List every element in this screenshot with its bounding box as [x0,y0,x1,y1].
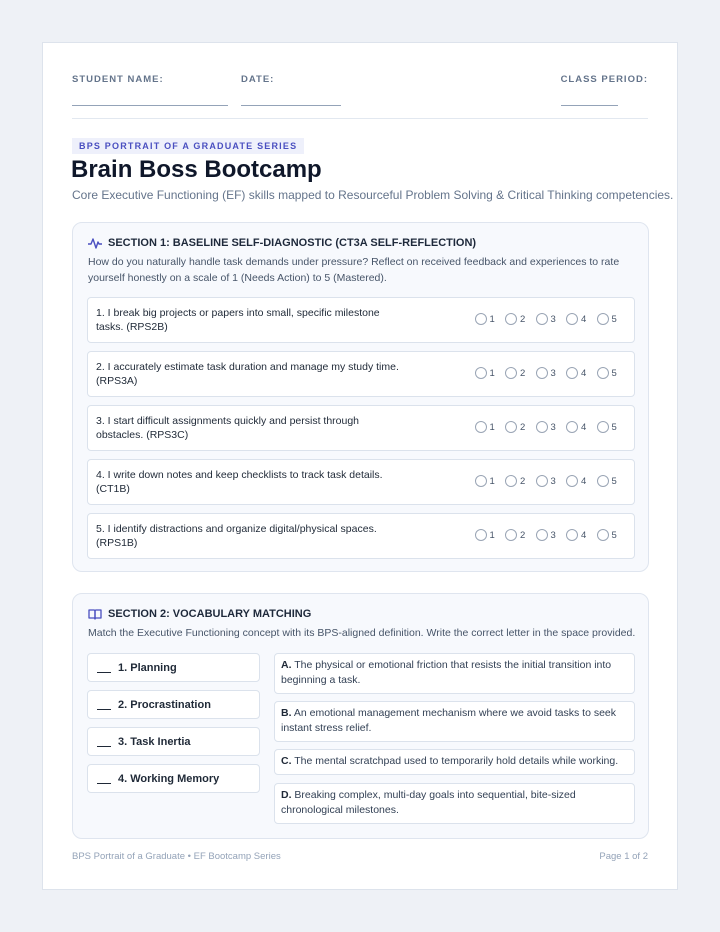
rating-option[interactable]: 5 [597,367,628,379]
radio-button[interactable] [536,529,548,541]
question-row [87,405,635,451]
student-name-field [72,74,164,85]
radio-button[interactable] [566,529,578,541]
question-row [87,297,635,343]
rating-option[interactable]: 4 [566,421,597,433]
definition-text: An emotional management mechanism where we avoid tasks to seek instant stress relief. [281,707,617,734]
page-number: Page 1 of 2 [599,851,648,862]
radio-button[interactable] [597,421,609,433]
rating-option[interactable]: 1 [475,421,506,433]
rating-option[interactable]: 5 [597,475,628,487]
class-period-field [561,74,648,85]
definition-item [274,749,635,775]
definition-text: The physical or emotional friction that resists the initial transition into beginning a task. [281,659,612,686]
question-text: 4. I write down notes and keep checklists to track task details. (CT1B) [96,469,383,495]
activity-pulse-icon [88,237,102,249]
answer-blank[interactable] [97,709,111,710]
rating-option[interactable]: 2 [505,313,536,325]
radio-button[interactable] [566,367,578,379]
worksheet-page [42,42,678,890]
radio-button[interactable] [475,313,487,325]
section-self-diagnostic [72,222,649,572]
rating-option[interactable]: 2 [505,421,536,433]
term-label: 3. Task Inertia [118,735,191,748]
open-book-icon [88,608,102,620]
definition-item [274,783,635,824]
section2-description: Match the Executive Functioning concept with its BPS-aligned definition. Write the correct letter in the space provided. [88,627,636,639]
question-text: 2. I accurately estimate task duration and manage my study time. (RPS3A) [96,361,399,387]
term-label: 2. Procrastination [118,698,211,711]
radio-button[interactable] [566,475,578,487]
rating-option[interactable]: 4 [566,367,597,379]
definition-letter: A. [281,659,292,671]
rating-option[interactable]: 1 [475,313,506,325]
page-footer [72,851,648,862]
class-period-blank[interactable] [561,105,618,106]
definition-letter: C. [281,755,292,767]
radio-button[interactable] [475,367,487,379]
rating-scale [475,313,628,325]
radio-button[interactable] [536,313,548,325]
radio-button[interactable] [536,475,548,487]
term-item [87,690,260,719]
radio-button[interactable] [566,421,578,433]
radio-button[interactable] [597,475,609,487]
rating-option[interactable]: 5 [597,529,628,541]
definition-item [274,653,635,694]
radio-button[interactable] [505,367,517,379]
radio-button[interactable] [597,367,609,379]
rating-option[interactable]: 4 [566,529,597,541]
rating-option[interactable]: 2 [505,367,536,379]
question-row [87,351,635,397]
rating-option[interactable]: 4 [566,313,597,325]
question-text: 5. I identify distractions and organize digital/physical spaces. (RPS1B) [96,523,377,549]
radio-button[interactable] [566,313,578,325]
section1-heading [88,237,476,249]
term-label: 4. Working Memory [118,772,220,785]
section1-title: SECTION 1: BASELINE SELF-DIAGNOSTIC (CT3A SELF-REFLECTION) [108,237,477,249]
rating-scale [475,367,628,379]
page-subtitle: Core Executive Functioning (EF) skills mapped to Resourceful Problem Solving & Critical Thinking competencies. [72,188,674,202]
rating-option[interactable]: 1 [475,475,506,487]
answer-blank[interactable] [97,783,111,784]
definition-letter: B. [281,707,292,719]
rating-option[interactable]: 4 [566,475,597,487]
rating-option[interactable]: 5 [597,421,628,433]
student-info-header [72,74,648,119]
rating-option[interactable]: 3 [536,421,567,433]
question-row [87,513,635,559]
date-blank[interactable] [241,105,341,106]
radio-button[interactable] [475,529,487,541]
term-item [87,727,260,756]
rating-option[interactable]: 2 [505,475,536,487]
radio-button[interactable] [505,529,517,541]
radio-button[interactable] [475,421,487,433]
question-row [87,459,635,505]
page-title: Brain Boss Bootcamp [71,156,322,183]
class-period-label: CLASS PERIOD: [560,74,648,85]
term-item [87,764,260,793]
section1-description: How do you naturally handle task demands under pressure? Reflect on received feedback and experiences to rate yourself honestly on a scale of 1 (Needs Action) to 5 (Mastered). [88,256,620,284]
section2-heading [88,608,311,620]
question-text: 3. I start difficult assignments quickly and persist through obstacles. (RPS3C) [96,415,360,441]
radio-button[interactable] [505,313,517,325]
rating-scale [475,475,628,487]
rating-option[interactable]: 3 [536,367,567,379]
question-text: 1. I break big projects or papers into small, specific milestone tasks. (RPS2B) [96,307,380,333]
rating-option[interactable]: 5 [597,313,628,325]
rating-option[interactable]: 3 [536,529,567,541]
definition-item [274,701,635,742]
term-item [87,653,260,682]
date-label: DATE: [241,74,275,85]
student-name-blank[interactable] [72,105,228,106]
rating-option[interactable]: 2 [505,529,536,541]
rating-option[interactable]: 3 [536,475,567,487]
section2-title: SECTION 2: VOCABULARY MATCHING [108,608,312,620]
header-divider [72,118,648,119]
rating-option[interactable]: 3 [536,313,567,325]
rating-scale [475,421,628,433]
footer-series-text: BPS Portrait of a Graduate • EF Bootcamp Series [72,851,281,862]
rating-option[interactable]: 1 [475,529,506,541]
answer-blank[interactable] [97,746,111,747]
section-vocabulary-matching [72,593,649,839]
answer-blank[interactable] [97,672,111,673]
definition-text: Breaking complex, multi-day goals into sequential, bite-sized chronological milestones. [281,789,576,816]
student-name-label: STUDENT NAME: [72,74,164,85]
definition-text: The mental scratchpad used to temporarily hold details while working. [294,755,619,767]
term-label: 1. Planning [118,661,177,674]
radio-button[interactable] [475,475,487,487]
series-badge: BPS PORTRAIT OF A GRADUATE SERIES [72,138,304,154]
radio-button[interactable] [536,367,548,379]
radio-button[interactable] [505,475,517,487]
radio-button[interactable] [597,529,609,541]
radio-button[interactable] [597,313,609,325]
rating-scale [475,529,628,541]
radio-button[interactable] [536,421,548,433]
rating-option[interactable]: 1 [475,367,506,379]
date-field [241,74,274,85]
definition-letter: D. [281,789,292,801]
radio-button[interactable] [505,421,517,433]
